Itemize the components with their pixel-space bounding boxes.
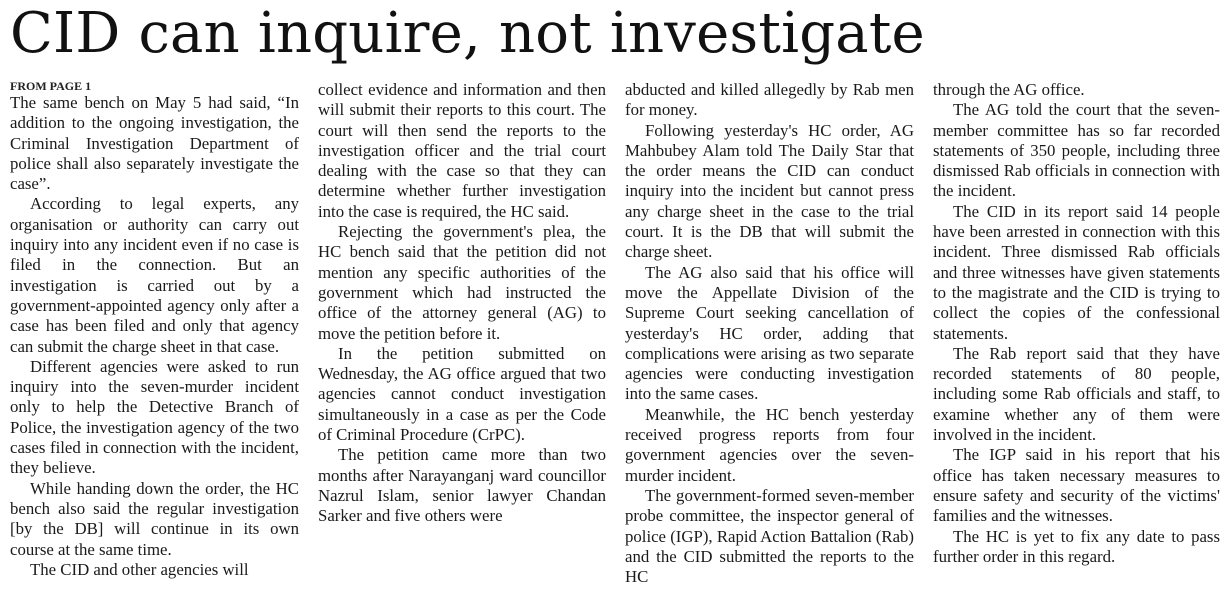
article-column-3 (625, 80, 914, 593)
article-column-1 (10, 80, 299, 593)
paragraph: While handing down the order, the HC bench also said the regular investigation [by the DB] will continue in its own course at the same time. (10, 478, 299, 559)
paragraph: Rejecting the government's plea, the HC bench said that the petition did not mention any specific authorities of the government which had instructed the office of the attorney general (AG) to move the petition before it. (318, 222, 606, 343)
article-column-4 (933, 80, 1220, 593)
paragraph: The government-formed seven-member probe committee, the inspector general of police (IGP), Rapid Action Battalion (Rab) and the CID submitted the reports to the HC (625, 485, 914, 587)
paragraph: Following yesterday's HC order, AG Mahbubey Alam told The Daily Star that the order means the CID can conduct inquiry into the incident but cannot press any charge sheet in the case to the trial court. It is the DB that will submit the charge sheet. (625, 120, 914, 262)
continuation-kicker: FROM PAGE 1 (10, 80, 92, 93)
paragraph: The AG also said that his office will move the Appellate Division of the Supreme Court seeking cancellation of yesterday's HC order, adding that complications were arising as two separate agencies were conducting investigation into the same cases. (625, 262, 914, 404)
paragraph: Different agencies were asked to run inquiry into the seven-murder incident only to help the Detective Branch of Police, the investigation agency of the two cases filed in connection with the incident, they believe. (10, 356, 299, 478)
paragraph: The IGP said in his report that his office has taken necessary measures to ensure safety and security of the victims' families and the witnesses. (933, 445, 1220, 526)
paragraph: The same bench on May 5 had said, “In addition to the ongoing investigation, the Criminal Investigation Department of police shall also separately investigate the case”. (10, 93, 299, 194)
paragraph: collect evidence and information and then will submit their reports to this court. The court will then send the reports to the investigation officer and the trial court dealing with the case so that they can determine whether further investigation into the case is required, the HC said. (318, 80, 606, 221)
paragraph: The Rab report said that they have recorded statements of 80 people, including some Rab officials and staff, to examine whether any of them were involved in the incident. (933, 343, 1220, 445)
paragraph: The CID in its report said 14 people have been arrested in connection with this incident. Three dismissed Rab officials and three witnesses have given statements to the magistrate and the CID is trying to collect the copies of the confessional statements. (933, 201, 1220, 343)
paragraph: Meanwhile, the HC bench yesterday received progress reports from four government agencies over the seven-murder incident. (625, 404, 914, 485)
paragraph: The AG told the court that the seven-member committee has so far recorded statements of 350 people, including three dismissed Rab officials in connection with the incident. (933, 100, 1220, 201)
paragraph: through the AG office. (933, 80, 1085, 99)
paragraph: According to legal experts, any organisation or authority can carry out inquiry into any incident even if no case is filed in the connection. But an investigation is carried out by a government-appointed agency only after a case has been filed and only that agency can submit the charge sheet in that case. (10, 194, 299, 356)
paragraph: In the petition submitted on Wednesday, the AG office argued that two agencies cannot conduct investigation simultaneously in a case as per the Code of Criminal Procedure (CrPC). (318, 343, 606, 445)
article-column-2 (318, 80, 606, 593)
paragraph: The CID and other agencies will (30, 559, 249, 579)
paragraph: The HC is yet to fix any date to pass further order in this regard. (933, 526, 1220, 566)
paragraph: abducted and killed allegedly by Rab men for money. (625, 80, 914, 120)
paragraph: The petition came more than two months after Narayanganj ward councillor Nazrul Islam, senior lawyer Chandan Sarker and five others were (318, 445, 606, 526)
headline: CID can inquire, not investigate (10, 1, 925, 66)
